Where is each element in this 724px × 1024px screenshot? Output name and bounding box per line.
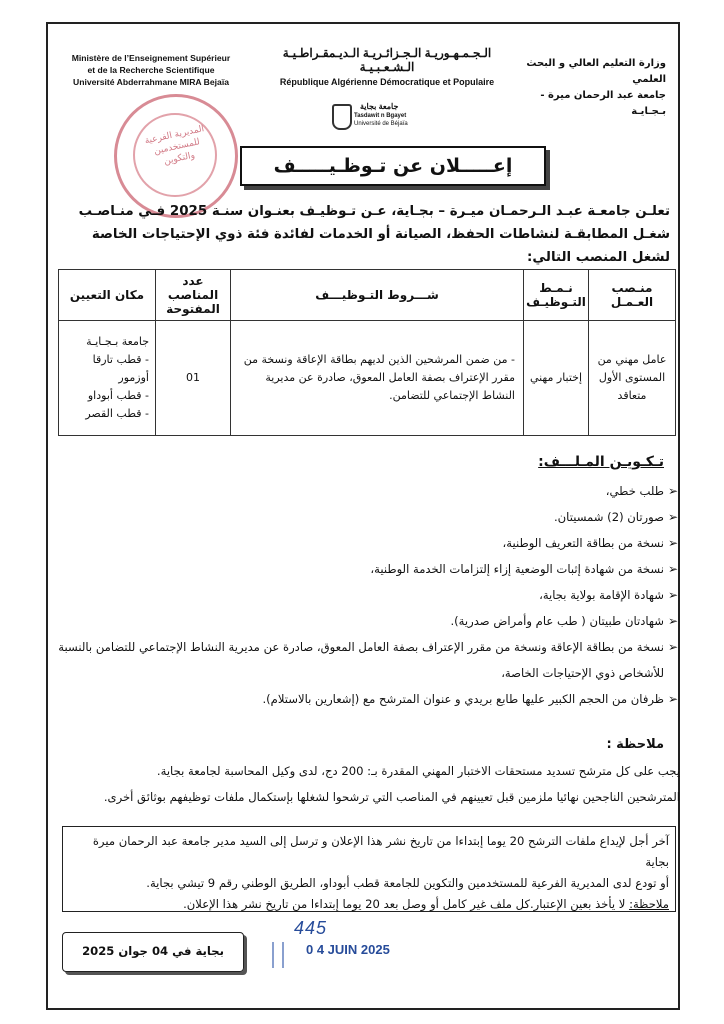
- header-center: [262, 46, 512, 87]
- col-mode: نـمـط التـوظيـف: [524, 270, 589, 321]
- document-text: صورتان (2) شمسيتان.: [553, 510, 664, 524]
- document-text: شهادتان طبيتان ( طب عام وأمراض صدرية).: [450, 614, 664, 628]
- cell-mode: إختبار مهني: [524, 321, 589, 436]
- col-count: عدد المناصب المفتوحة: [156, 270, 231, 321]
- cell-conditions: - من ضمن المرشحين الذين لديهم بطاقة الإعاقة ونسخة من مقرر الإعتراف بصفة العامل المعوق، صادرة عن مديرية النشاط الإجتماعي للتضامن.: [231, 321, 524, 436]
- arrow-bullet-icon: ➢: [667, 588, 678, 602]
- deadline-box: [62, 826, 676, 912]
- arrow-bullet-icon: ➢: [667, 536, 678, 550]
- list-item: [56, 478, 678, 504]
- dossier-heading: تـكـويـن المـلـــف:: [538, 454, 664, 470]
- republic-arabic: الـجـمـهـوريـة الـجـزائـريـة الـديـمقـراطـيـة الـشـعـبـيـة: [282, 46, 492, 74]
- table-header-row: [59, 270, 676, 321]
- list-item: [56, 504, 678, 530]
- list-item: [56, 686, 678, 712]
- document-text: نسخة من بطاقة الإعاقة ونسخة من مقرر الإعتراف بصفة العامل المعوق، صادرة عن مديرية النشاط الإجتماعي للتضامن بالنسبة للأشخاص ذوي الإحتياجات الخاصة،: [58, 640, 664, 680]
- received-number: 445: [294, 918, 328, 938]
- deadline-line1: آخر أجل لإيداع ملفات الترشح 20 يوما إبتداءا من تاريخ نشر هذا الإعلان و ترسل إلى السيد مدير جامعة عبد الرحمان ميرة بجاية: [92, 834, 669, 869]
- received-stamp: [268, 918, 404, 974]
- document-text: نسخة من بطاقة التعريف الوطنية،: [502, 536, 664, 550]
- deadline-line3: [69, 894, 669, 915]
- arrow-bullet-icon: ➢: [667, 510, 678, 524]
- university-fr: Université Abderrahmane MIRA Bejaïa: [72, 77, 229, 87]
- place-item: - قطب القصر: [85, 407, 149, 420]
- issue-date: بجاية في 04 جوان 2025: [62, 932, 244, 972]
- place-item: - قطب أبوداو: [87, 389, 149, 402]
- deadline-note-label: ملاحظة:: [629, 897, 669, 911]
- note-line: يجب على كل مترشح تسديد مستحقات الاختبار المهني المقدرة بـ: 200 دج، لدى وكيل المحاسبة لجامعة بجاية.: [156, 764, 680, 778]
- arrow-bullet-icon: ➢: [667, 692, 678, 706]
- col-post: منـصب العـمـل: [589, 270, 676, 321]
- logo-arabic: جامعة بجاية: [360, 102, 399, 111]
- arrow-bullet-icon: ➢: [667, 484, 678, 498]
- note-line: المترشحين الناجحين نهائيا ملزمين قبل تعيينهم في المناصب التي ترشحوا لشغلها بإستكمال ملفات توظيفهم بوثائق أخرى.: [103, 790, 680, 804]
- arrow-bullet-icon: ➢: [667, 562, 678, 576]
- header-left-french: [68, 52, 234, 88]
- logo-line2: Université de Béjaïa: [354, 121, 408, 127]
- stamp-frame-icon: [272, 942, 284, 968]
- list-item: [56, 634, 678, 686]
- document-text: ظرفان من الحجم الكبير عليها طابع بريدي و عنوان المترشح مع (إشعارين بالاستلام).: [262, 692, 664, 706]
- announcement-title: إعـــــلان عن تـوظـيـــــف: [240, 146, 546, 186]
- list-item: [56, 530, 678, 556]
- seal-text: المديرية الفرعية للمستخدمين والتكوين: [143, 124, 206, 167]
- place-item: جامعة بـجـايـة: [86, 335, 149, 348]
- logo-emblem-icon: [332, 104, 352, 130]
- document-text: طلب خطي،: [605, 484, 664, 498]
- document-text: شهادة الإقامة بولاية بجاية،: [539, 588, 664, 602]
- deadline-line2: أو تودع لدى المديرية الفرعية للمستخدمين والتكوين للجامعة قطب أبوداو، الطريق الوطني رقم 9 تيشي بجاية.: [146, 876, 669, 890]
- notes-block: [96, 758, 680, 810]
- university-ar: جامعة عبد الرحمان ميرة - بـجـايـة: [540, 90, 666, 117]
- ministry-ar: وزارة التعليم العالي و البحث العلمي: [526, 58, 666, 85]
- notes-heading: ملاحظة :: [606, 737, 664, 752]
- received-date: 0 4 JUIN 2025: [306, 942, 390, 957]
- header-right-arabic: [506, 56, 666, 120]
- cell-places: [59, 321, 156, 436]
- documents-list: [56, 478, 678, 712]
- cell-count: 01: [156, 321, 231, 436]
- positions-table: [58, 269, 676, 436]
- cell-post: عامل مهني من المستوى الأول متعاقد: [589, 321, 676, 436]
- col-conditions: شـــروط التـوظيـــف: [231, 270, 524, 321]
- place-item: - قطب تارقا أوزمور: [92, 353, 149, 384]
- list-item: [56, 582, 678, 608]
- ministry-fr-line1: Ministère de l’Enseignement Supérieur: [71, 53, 231, 63]
- table-row: [59, 321, 676, 436]
- arrow-bullet-icon: ➢: [667, 640, 678, 654]
- list-item: [56, 556, 678, 582]
- list-item: [56, 608, 678, 634]
- intro-paragraph: تعلـن جامعـة عبـد الـرحمـان ميـرة – بجـاية، عـن تـوظيـف بعنـوان سنـة 2025 فـي منـاصـب شغـل المطابقـة لنشاطات الحفظ، الصيانة أو الخدمات لفائدة فئة ذوي الإحتياجات الخاصة لشغل المنصب التالي:: [78, 204, 670, 265]
- logo-line1: Tasdawit n Bgayet: [354, 113, 407, 119]
- deadline-note-text: لا يأخذ بعين الإعتبار.كل ملف غير كامل أو وصل بعد 20 يوما إبتداءا من تاريخ نشر هذا الإعلان.: [183, 897, 626, 911]
- ministry-fr-line2: et de la Recherche Scientifique: [87, 65, 215, 75]
- republic-french: République Algérienne Démocratique et Populaire: [279, 77, 495, 87]
- col-place: مكان التعيين: [59, 270, 156, 321]
- document-text: نسخة من شهادة إثبات الوضعية إزاء إلتزامات الخدمة الوطنية،: [370, 562, 664, 576]
- arrow-bullet-icon: ➢: [667, 614, 678, 628]
- university-logo: [332, 102, 422, 132]
